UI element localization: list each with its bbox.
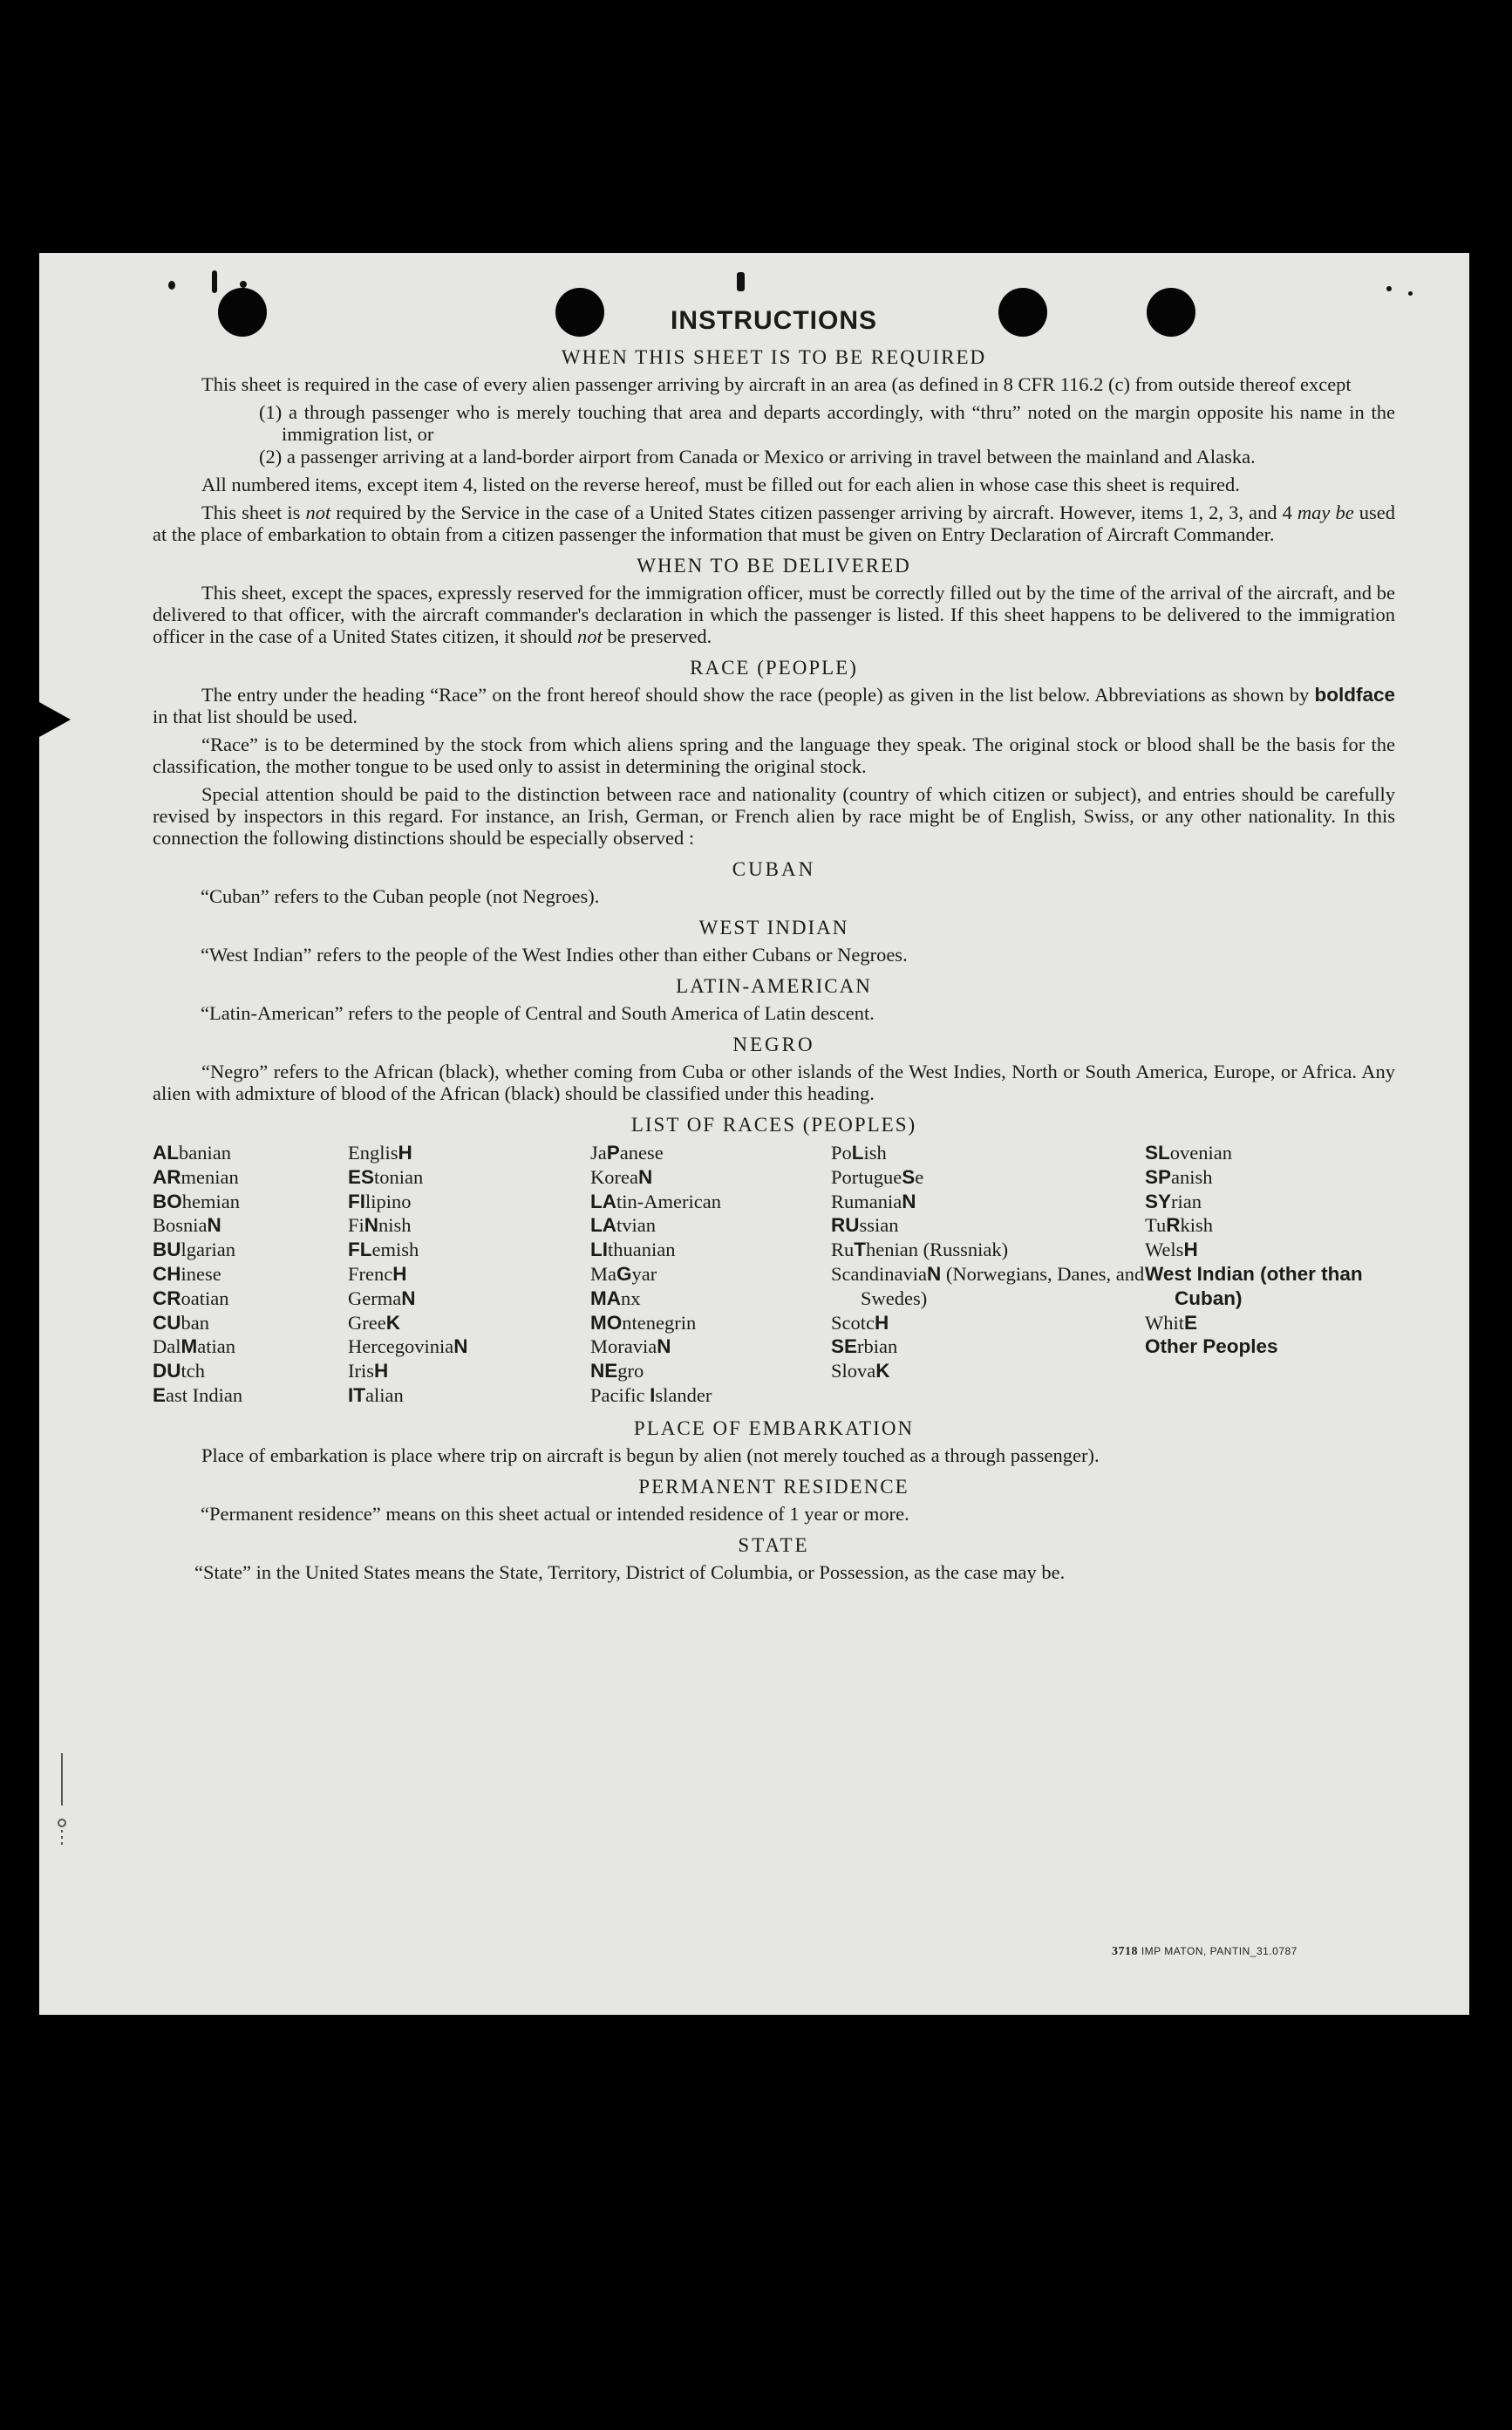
race-text: ast Indian [166, 1383, 243, 1406]
race-item [348, 1190, 590, 1214]
race-text: Bosnia [153, 1214, 208, 1237]
race-text: nish [378, 1214, 412, 1237]
race-item [348, 1383, 590, 1408]
race-abbreviation: P [606, 1142, 620, 1164]
race-paragraph: “Race” is to be determined by the stock from which aliens spring and the language they speak. The original stock or blood shall be the basis for the classification, the mother tongue to be used only to assist in determining the original stock. [153, 734, 1395, 777]
race-abbreviation: I [650, 1383, 656, 1406]
race-text: alian [365, 1383, 404, 1406]
race-abbreviation: BO [153, 1190, 182, 1212]
race-abbreviation: M [180, 1335, 198, 1358]
race-abbreviation: SP [1145, 1165, 1172, 1188]
race-text: Moravia [590, 1335, 657, 1358]
race-text: Scandinavia [831, 1262, 927, 1285]
race-abbreviation: H [374, 1360, 389, 1382]
race-text: Tu [1145, 1214, 1167, 1237]
race-text: Pacific [590, 1383, 650, 1406]
race-text: Rumania [831, 1190, 902, 1212]
section-heading-when-required: WHEN THIS SHEET IS TO BE REQUIRED [561, 346, 987, 368]
race-abbreviation: IT [348, 1383, 365, 1406]
race-text: slander [655, 1383, 712, 1406]
race-item [831, 1165, 1145, 1190]
race-abbreviation: N [657, 1335, 671, 1358]
race-abbreviation: K [875, 1360, 890, 1382]
race-text: ntenegrin [622, 1311, 697, 1334]
race-item [153, 1165, 348, 1190]
ink-speck [1386, 286, 1392, 291]
race-text: banian [179, 1142, 231, 1164]
race-abbreviation: BU [153, 1239, 181, 1261]
ink-speck [1408, 291, 1413, 296]
race-column [153, 1141, 348, 1408]
race-text: rian [1171, 1190, 1202, 1212]
race-item [590, 1359, 831, 1383]
page-title: INSTRUCTIONS [671, 306, 877, 335]
race-item [1145, 1262, 1395, 1311]
citizen-not: not [305, 502, 331, 523]
race-text: Hercegovinia [348, 1335, 454, 1358]
section-heading-state: STATE [738, 1533, 810, 1556]
printer-imprint [1112, 1945, 1297, 1959]
race-item [831, 1334, 1145, 1359]
race-item [1145, 1213, 1395, 1238]
race-text: ban [180, 1311, 209, 1334]
section-heading-race: RACE (PEOPLE) [690, 657, 858, 679]
race-item [590, 1334, 831, 1359]
race-abbreviation: N [207, 1214, 221, 1237]
section-heading-negro: NEGRO [732, 1034, 815, 1055]
race-text: lipino [365, 1190, 412, 1212]
ink-speck [212, 270, 217, 293]
race-item [1145, 1190, 1395, 1214]
race-text: Englis [348, 1142, 398, 1164]
race-text: Scotc [831, 1311, 875, 1334]
race-item [348, 1287, 590, 1311]
race-abbreviation: N [364, 1214, 379, 1237]
race-column [590, 1141, 831, 1408]
race-item [348, 1238, 590, 1262]
boldface-word: boldface [1314, 684, 1395, 706]
race-abbreviation: H [1183, 1239, 1198, 1261]
race-item [590, 1287, 831, 1311]
exception-item: (1) a through passenger who is merely touching that area and departs accordingly, with “thru” noted on the margin opposite his name in the immigration list, or [259, 401, 1395, 445]
when-delivered-paragraph [153, 582, 1395, 647]
races-list [153, 1141, 1395, 1408]
race-text: inese [180, 1262, 221, 1285]
race-text: Ru [831, 1239, 855, 1261]
race-paragraph: Special attention should be paid to the distinction between race and nationality (country of which citizen or subject), and entries should be carefully revised by inspectors in this regard. For instance, an Irish, German, or French alien by race might be of English, Swiss, or any other nationality. In this connection the following distinctions should be especially observed : [153, 783, 1395, 849]
race-item [831, 1359, 1145, 1383]
race-column [831, 1141, 1145, 1408]
race-abbreviation: FI [348, 1190, 365, 1212]
race-text: oatian [180, 1287, 229, 1309]
race-text: tonian [374, 1165, 424, 1188]
cuban-definition: “Cuban” refers to the Cuban people (not Negroes). [201, 885, 600, 907]
race-item [153, 1311, 348, 1335]
race-item [831, 1238, 1145, 1262]
race-item [348, 1141, 590, 1165]
race-text: e [915, 1165, 924, 1188]
race-abbreviation: LA [590, 1190, 616, 1212]
race-abbreviation: NE [590, 1360, 618, 1382]
race-text: tin-American [616, 1190, 721, 1212]
race-abbreviation: N [637, 1165, 653, 1188]
race-abbreviation: H [392, 1262, 407, 1285]
race-abbreviation: G [616, 1262, 632, 1285]
race-item [1145, 1311, 1395, 1335]
race-text: Frenc [348, 1262, 393, 1285]
race-item [590, 1165, 831, 1190]
race-abbreviation: ES [348, 1165, 375, 1188]
race-text: hemian [181, 1190, 240, 1212]
race-item [153, 1238, 348, 1262]
when-required-intro: This sheet is required in the case of every alien passenger arriving by aircraft in an area (as defined in 8 CFR 116.2 (c) from outside thereof except [201, 373, 1352, 395]
race-text: Dal [153, 1335, 181, 1358]
race-abbreviation: N [453, 1335, 468, 1358]
race-text: ish [863, 1142, 887, 1164]
race-text: The entry under the heading “Race” on the front hereof should show the race (people) as given in the list below. Abbreviations as shown by [201, 684, 1310, 706]
race-text: anish [1171, 1165, 1213, 1188]
race-text: nx [621, 1287, 641, 1309]
race-item [348, 1359, 590, 1383]
race-abbreviation: K [385, 1311, 400, 1334]
race-item [590, 1190, 831, 1214]
race-item [831, 1213, 1145, 1238]
race-text: thuanian [608, 1239, 676, 1261]
ink-speck [168, 281, 175, 290]
race-text: menian [180, 1165, 239, 1188]
race-abbreviation: S [902, 1165, 916, 1188]
race-abbreviation: SY [1145, 1190, 1172, 1212]
race-text: henian (Russniak) [866, 1239, 1009, 1261]
race-text: emish [371, 1239, 419, 1261]
race-abbreviation: R [1166, 1214, 1181, 1237]
race-text: yar [631, 1262, 657, 1285]
race-text: Whit [1145, 1311, 1184, 1334]
ink-speck [737, 272, 745, 291]
citizen-text: used at the place of embarkation to obtain from a citizen passenger the information that must be given on Entry Declaration of Aircraft Commander. [153, 502, 1396, 545]
permanent-residence-text: “Permanent residence” means on this sheet actual or intended residence of 1 year or more. [201, 1502, 909, 1525]
race-text: Fi [348, 1214, 364, 1237]
citizen-paragraph [153, 502, 1395, 545]
race-abbreviation: E [153, 1383, 167, 1406]
race-abbreviation: AL [153, 1142, 179, 1164]
race-text: kish [1180, 1214, 1213, 1237]
section-heading-place-of-embarkation: PLACE OF EMBARKATION [633, 1416, 915, 1439]
race-item [348, 1334, 590, 1359]
page-notch [39, 702, 71, 737]
section-heading-permanent-residence: PERMANENT RESIDENCE [638, 1475, 909, 1498]
latin-american-definition: “Latin-American” refers to the people of Central and South America of Latin descent. [201, 1002, 875, 1024]
place-of-embarkation-text: Place of embarkation is place where trip on aircraft is begun by alien (not merely touched as a through passenger). [201, 1444, 1100, 1466]
citizen-text: required by the Service in the case of a United States citizen passenger arriving by aircraft. However, items 1, 2, 3, and 4 [336, 502, 1292, 523]
race-column [348, 1141, 590, 1408]
race-item [153, 1190, 348, 1214]
citizen-text: This sheet is [201, 502, 301, 523]
section-heading-list-of-races: LIST OF RACES (PEOPLES) [630, 1114, 917, 1136]
race-item [590, 1141, 831, 1165]
race-abbreviation: N [926, 1262, 942, 1285]
race-item [1145, 1238, 1395, 1262]
race-column [1145, 1141, 1395, 1408]
section-heading-west-indian: WEST INDIAN [698, 917, 849, 939]
document-page [39, 253, 1469, 2015]
race-item [153, 1141, 348, 1165]
race-text: ssian [859, 1214, 899, 1237]
race-abbreviation: MO [590, 1311, 623, 1334]
race-abbreviation: N [401, 1287, 416, 1309]
race-text: tvian [616, 1214, 656, 1237]
race-item [153, 1213, 348, 1238]
race-item [153, 1334, 348, 1359]
race-text: rbian [857, 1335, 898, 1358]
race-text: Ma [590, 1262, 616, 1285]
race-item [831, 1311, 1145, 1335]
race-text: atian [197, 1335, 235, 1358]
section-heading-when-delivered: WHEN TO BE DELIVERED [637, 555, 911, 577]
race-abbreviation: SL [1145, 1142, 1170, 1164]
race-text: Gree [348, 1311, 386, 1334]
margin-scribble [48, 1753, 79, 1849]
section-heading-cuban: CUBAN [732, 858, 816, 880]
race-text: Portugue [831, 1165, 902, 1188]
delivered-not: not [576, 625, 603, 647]
race-item [590, 1383, 831, 1408]
race-abbreviation: H [398, 1142, 412, 1164]
race-text: gro [617, 1360, 644, 1382]
race-text: Po [831, 1142, 852, 1164]
race-paragraph [153, 684, 1395, 727]
race-item [153, 1359, 348, 1383]
imprint-text: IMP MATON, PANTIN_31.0787 [1141, 1945, 1297, 1957]
race-abbreviation: CR [153, 1287, 181, 1309]
race-abbreviation: LI [590, 1239, 608, 1261]
race-abbreviation: AR [153, 1165, 181, 1188]
race-item [348, 1165, 590, 1190]
race-abbreviation: DU [153, 1360, 181, 1382]
race-text: West Indian (other than Cuban) [1145, 1262, 1363, 1309]
race-text: in that list should be used. [153, 706, 358, 727]
race-item [831, 1262, 1145, 1311]
race-text: (Norwegians, Danes, and Swedes) [861, 1262, 1145, 1309]
race-item [590, 1213, 831, 1238]
race-abbreviation: E [1184, 1311, 1198, 1334]
race-item [153, 1383, 348, 1408]
exception-item: (2) a passenger arriving at a land-border airport from Canada or Mexico or arriving in travel between the mainland and Alaska. [259, 446, 1256, 468]
race-abbreviation: CH [153, 1262, 181, 1285]
race-abbreviation: CU [153, 1311, 181, 1334]
race-text: Wels [1145, 1239, 1184, 1261]
race-text: lgarian [180, 1239, 235, 1261]
race-abbreviation: N [902, 1190, 916, 1212]
negro-definition: “Negro” refers to the African (black), whether coming from Cuba or other islands of the West Indies, North or South America, Europe, or Africa. Any alien with admixture of blood of the African (black) should be classified under this heading. [153, 1061, 1395, 1104]
citizen-may-be: may be [1297, 502, 1354, 523]
race-item [590, 1262, 831, 1287]
race-item [153, 1262, 348, 1287]
race-abbreviation: FL [348, 1239, 372, 1261]
race-item [348, 1262, 590, 1287]
race-text: Iris [348, 1360, 374, 1382]
race-item [1145, 1165, 1395, 1190]
race-abbreviation: L [851, 1142, 864, 1164]
race-item [831, 1190, 1145, 1214]
numbered-items-paragraph: All numbered items, except item 4, listed on the reverse hereof, must be filled out for each alien in whose case this sheet is required. [201, 474, 1240, 495]
race-text: Korea [590, 1165, 638, 1188]
west-indian-definition: “West Indian” refers to the people of the West Indies other than either Cubans or Negroes. [201, 944, 908, 966]
section-heading-latin-american: LATIN-AMERICAN [676, 975, 872, 997]
race-text: anese [619, 1142, 664, 1164]
race-item [1145, 1141, 1395, 1165]
race-item [1145, 1334, 1395, 1359]
race-item [153, 1287, 348, 1311]
race-abbreviation: Other Peoples [1145, 1335, 1278, 1358]
race-text: Slova [831, 1360, 876, 1382]
race-text: Germa [348, 1287, 402, 1309]
race-abbreviation: RU [831, 1214, 860, 1237]
race-item [590, 1238, 831, 1262]
race-text: ovenian [1169, 1142, 1232, 1164]
instructions-content [153, 305, 1395, 1588]
race-abbreviation: SE [831, 1335, 858, 1358]
race-abbreviation: H [875, 1311, 889, 1334]
ink-speck [240, 281, 247, 288]
race-abbreviation: T [854, 1239, 867, 1261]
race-item [348, 1213, 590, 1238]
race-item [831, 1141, 1145, 1165]
race-abbreviation: MA [590, 1287, 621, 1309]
state-text: “State” in the United States means the State, Territory, District of Columbia, or Possession, as the case may be. [194, 1560, 1066, 1583]
race-text: Ja [590, 1142, 607, 1164]
delivered-text: be preserved. [607, 625, 712, 647]
race-item [590, 1311, 831, 1335]
race-abbreviation: LA [590, 1214, 616, 1237]
form-number: 3718 [1112, 1945, 1138, 1958]
delivered-text: This sheet, except the spaces, expressly reserved for the immigration officer, must be correctly filled out by the time of the arrival of the aircraft, and be delivered to that officer, with the aircraft commander's declaration in which the passenger is listed. If this sheet happens to be delivered to the immigration officer in the case of a United States citizen, it should [153, 582, 1395, 647]
race-item [348, 1311, 590, 1335]
race-text: tch [180, 1360, 205, 1382]
